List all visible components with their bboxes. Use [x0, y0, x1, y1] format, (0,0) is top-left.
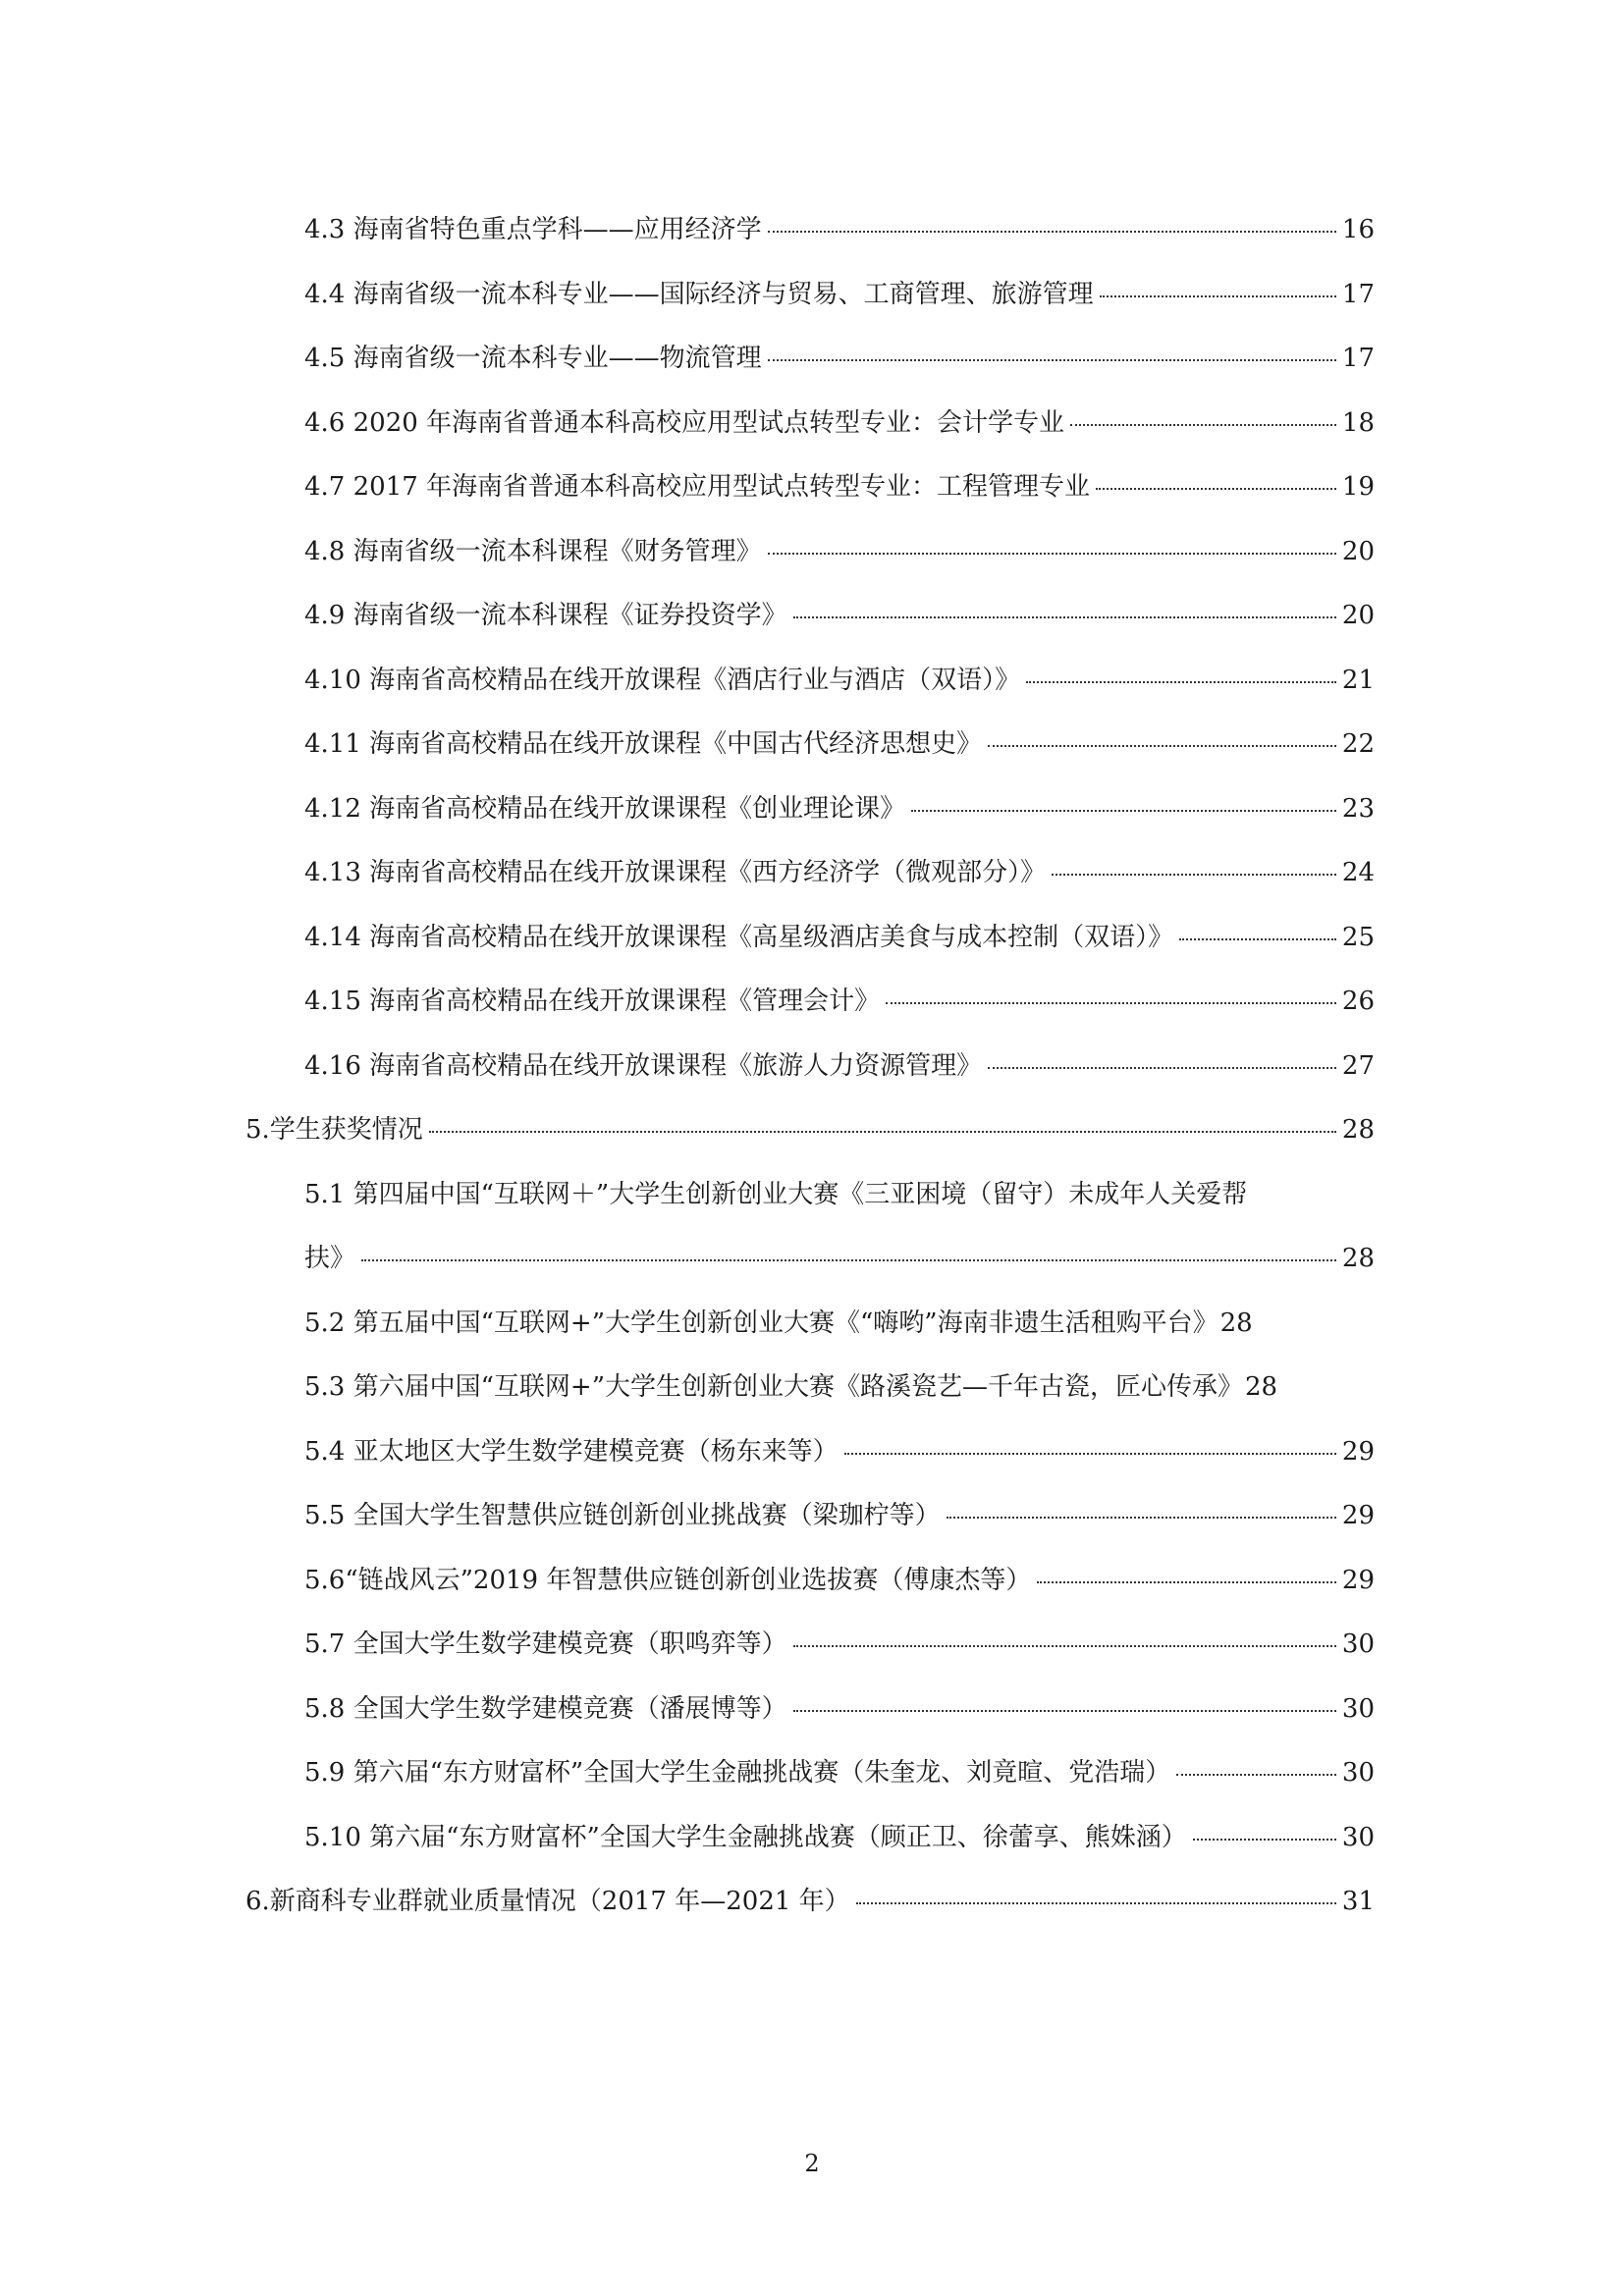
- dot-leader: [947, 1517, 1336, 1519]
- toc-page-number: 25: [1341, 922, 1375, 952]
- toc-page-number: 17: [1341, 344, 1375, 373]
- toc-page-number: 23: [1341, 793, 1375, 824]
- toc-page-number: 16: [1341, 215, 1375, 244]
- toc-entry: [0, 330, 1624, 395]
- dot-leader: [988, 1067, 1336, 1069]
- toc-entry-title: 4.11 海南省高校精品在线开放课程《中国古代经济思想史》: [304, 729, 983, 759]
- dot-leader: [793, 1710, 1336, 1712]
- toc-page-number: 22: [1341, 729, 1375, 759]
- toc-entry-title: 4.13 海南省高校精品在线开放课课程《西方经济学（微观部分）》: [304, 858, 1047, 887]
- toc-entry-title: 4.14 海南省高校精品在线开放课课程《高星级酒店美食与成本控制（双语）》: [304, 922, 1174, 952]
- toc-entry-title: 5.6“链战风云”2019 年智慧供应链创新创业选拔赛（傅康杰等）: [304, 1565, 1032, 1595]
- toc-entry-title: 5.10 第六届“东方财富杯”全国大学生金融挑战赛（顾正卫、徐蕾享、熊姝涵）: [304, 1822, 1187, 1852]
- toc-entry-title: 4.6 2020 年海南省普通本科高校应用型试点转型专业：会计学专业: [304, 407, 1065, 438]
- toc-entry-title: 5.5 全国大学生智慧供应链创新创业挑战赛（梁珈柠等）: [304, 1501, 941, 1530]
- dot-leader: [1193, 1839, 1336, 1841]
- toc-entry: [0, 1744, 1624, 1809]
- toc-entry: [0, 1295, 1624, 1360]
- dot-leader: [844, 1453, 1336, 1455]
- toc-page-number: 30: [1341, 1758, 1375, 1788]
- toc-entry: [0, 652, 1624, 717]
- toc-page-number: 26: [1341, 987, 1375, 1016]
- toc-page-number: 29: [1341, 1436, 1375, 1467]
- toc-entry-title: 4.16 海南省高校精品在线开放课课程《旅游人力资源管理》: [304, 1050, 983, 1081]
- toc-entry: [0, 1423, 1624, 1488]
- table-of-contents: [0, 201, 1624, 1938]
- dot-leader: [429, 1131, 1336, 1133]
- toc-entry: [0, 844, 1624, 909]
- toc-entry-title: 4.9 海南省级一流本科课程《证券投资学》: [304, 601, 787, 630]
- toc-entry: [0, 458, 1624, 523]
- toc-page-number: 30: [1341, 1822, 1375, 1852]
- toc-entry-title: 5.7 全国大学生数学建模竞赛（职鸣弈等）: [304, 1629, 787, 1659]
- toc-page-number: 20: [1341, 601, 1375, 630]
- toc-page-number: 28: [1219, 1308, 1253, 1338]
- dot-leader: [768, 231, 1336, 233]
- toc-entry: [0, 716, 1624, 780]
- dot-leader: [856, 1902, 1336, 1904]
- toc-page-number: 29: [1341, 1501, 1375, 1530]
- toc-entry-title: 4.10 海南省高校精品在线开放课程《酒店行业与酒店（双语）》: [304, 665, 1021, 695]
- toc-entry: [0, 1359, 1624, 1423]
- dot-leader: [361, 1259, 1336, 1261]
- toc-page-number: 24: [1341, 858, 1375, 887]
- dot-leader: [1037, 1581, 1336, 1583]
- toc-page-number: 28: [1341, 1244, 1375, 1273]
- dot-leader: [793, 1645, 1336, 1647]
- dot-leader: [886, 1002, 1336, 1004]
- toc-entry: [0, 1809, 1624, 1874]
- toc-page-number: 20: [1341, 536, 1375, 566]
- dot-leader: [1176, 1774, 1336, 1776]
- dot-leader: [768, 553, 1336, 555]
- toc-entry: [0, 523, 1624, 588]
- toc-entry-title: 4.7 2017 年海南省普通本科高校应用型试点转型专业：工程管理专业: [304, 472, 1091, 502]
- dot-leader: [1052, 874, 1336, 876]
- toc-entry: [0, 1166, 1624, 1295]
- toc-page-number: 30: [1341, 1629, 1375, 1659]
- dot-leader: [793, 616, 1336, 618]
- toc-page-number: 19: [1341, 472, 1375, 502]
- dot-leader: [1070, 424, 1336, 426]
- toc-entry-title: 5.学生获奖情况: [245, 1115, 423, 1145]
- dot-leader: [768, 359, 1336, 361]
- toc-entry-title: 5.4 亚太地区大学生数学建模竞赛（杨东来等）: [304, 1436, 839, 1467]
- toc-entry-title: 4.12 海南省高校精品在线开放课课程《创业理论课》: [304, 793, 906, 824]
- toc-page-number: 18: [1341, 407, 1375, 438]
- toc-entry: [0, 266, 1624, 331]
- toc-entry: [0, 201, 1624, 266]
- toc-page-number: 28: [1244, 1372, 1278, 1402]
- toc-entry-title: 5.1 第四届中国“互联网＋”大学生创新创业大赛《三亚困境（留守）未成年人关爱帮: [304, 1179, 1248, 1209]
- toc-entry-title: 4.8 海南省级一流本科课程《财务管理》: [304, 536, 762, 566]
- toc-entry-title: 6.新商科专业群就业质量情况（2017 年—2021 年）: [245, 1887, 850, 1916]
- toc-entry-title: 4.5 海南省级一流本科专业——物流管理: [304, 344, 762, 373]
- toc-entry: [0, 780, 1624, 845]
- toc-entry: [0, 909, 1624, 974]
- dot-leader: [1096, 488, 1336, 490]
- toc-entry-title: 4.3 海南省特色重点学科——应用经济学: [304, 215, 762, 244]
- toc-entry: [0, 973, 1624, 1038]
- dot-leader: [1100, 295, 1336, 297]
- toc-entry: [0, 395, 1624, 459]
- toc-entry-title: 5.2 第五届中国“互联网+”大学生创新创业大赛《“嗨哟”海南非遗生活租购平台》: [304, 1308, 1218, 1338]
- page-number: 2: [804, 2150, 820, 2177]
- toc-page-number: 17: [1341, 279, 1375, 309]
- toc-entry-title: 5.3 第六届中国“互联网+”大学生创新创业大赛《路溪瓷艺—千年古瓷，匠心传承》: [304, 1372, 1243, 1402]
- toc-entry-title: 扶》: [304, 1244, 356, 1273]
- toc-entry-title: 5.9 第六届“东方财富杯”全国大学生金融挑战赛（朱奎龙、刘竟暄、党浩瑞）: [304, 1758, 1171, 1788]
- toc-entry: [0, 1616, 1624, 1681]
- toc-entry: [0, 1552, 1624, 1617]
- toc-page-number: 30: [1341, 1693, 1375, 1724]
- toc-page-number: 28: [1341, 1115, 1375, 1145]
- toc-entry-title: 4.15 海南省高校精品在线开放课课程《管理会计》: [304, 987, 881, 1016]
- toc-entry: [0, 1681, 1624, 1745]
- toc-entry: [0, 1487, 1624, 1552]
- toc-entry: [0, 1038, 1624, 1102]
- dot-leader: [911, 810, 1336, 812]
- toc-page-number: 21: [1341, 665, 1375, 695]
- toc-entry: [0, 1873, 1624, 1938]
- toc-entry-title: 4.4 海南省级一流本科专业——国际经济与贸易、工商管理、旅游管理: [304, 279, 1094, 309]
- toc-page-number: 29: [1341, 1565, 1375, 1595]
- toc-entry: [0, 587, 1624, 652]
- dot-leader: [1026, 681, 1336, 683]
- toc-page-number: 31: [1341, 1887, 1375, 1916]
- dot-leader: [988, 745, 1336, 747]
- toc-entry-title: 5.8 全国大学生数学建模竞赛（潘展博等）: [304, 1693, 787, 1724]
- toc-page-number: 27: [1341, 1050, 1375, 1081]
- toc-entry: [0, 1101, 1624, 1166]
- dot-leader: [1179, 938, 1336, 940]
